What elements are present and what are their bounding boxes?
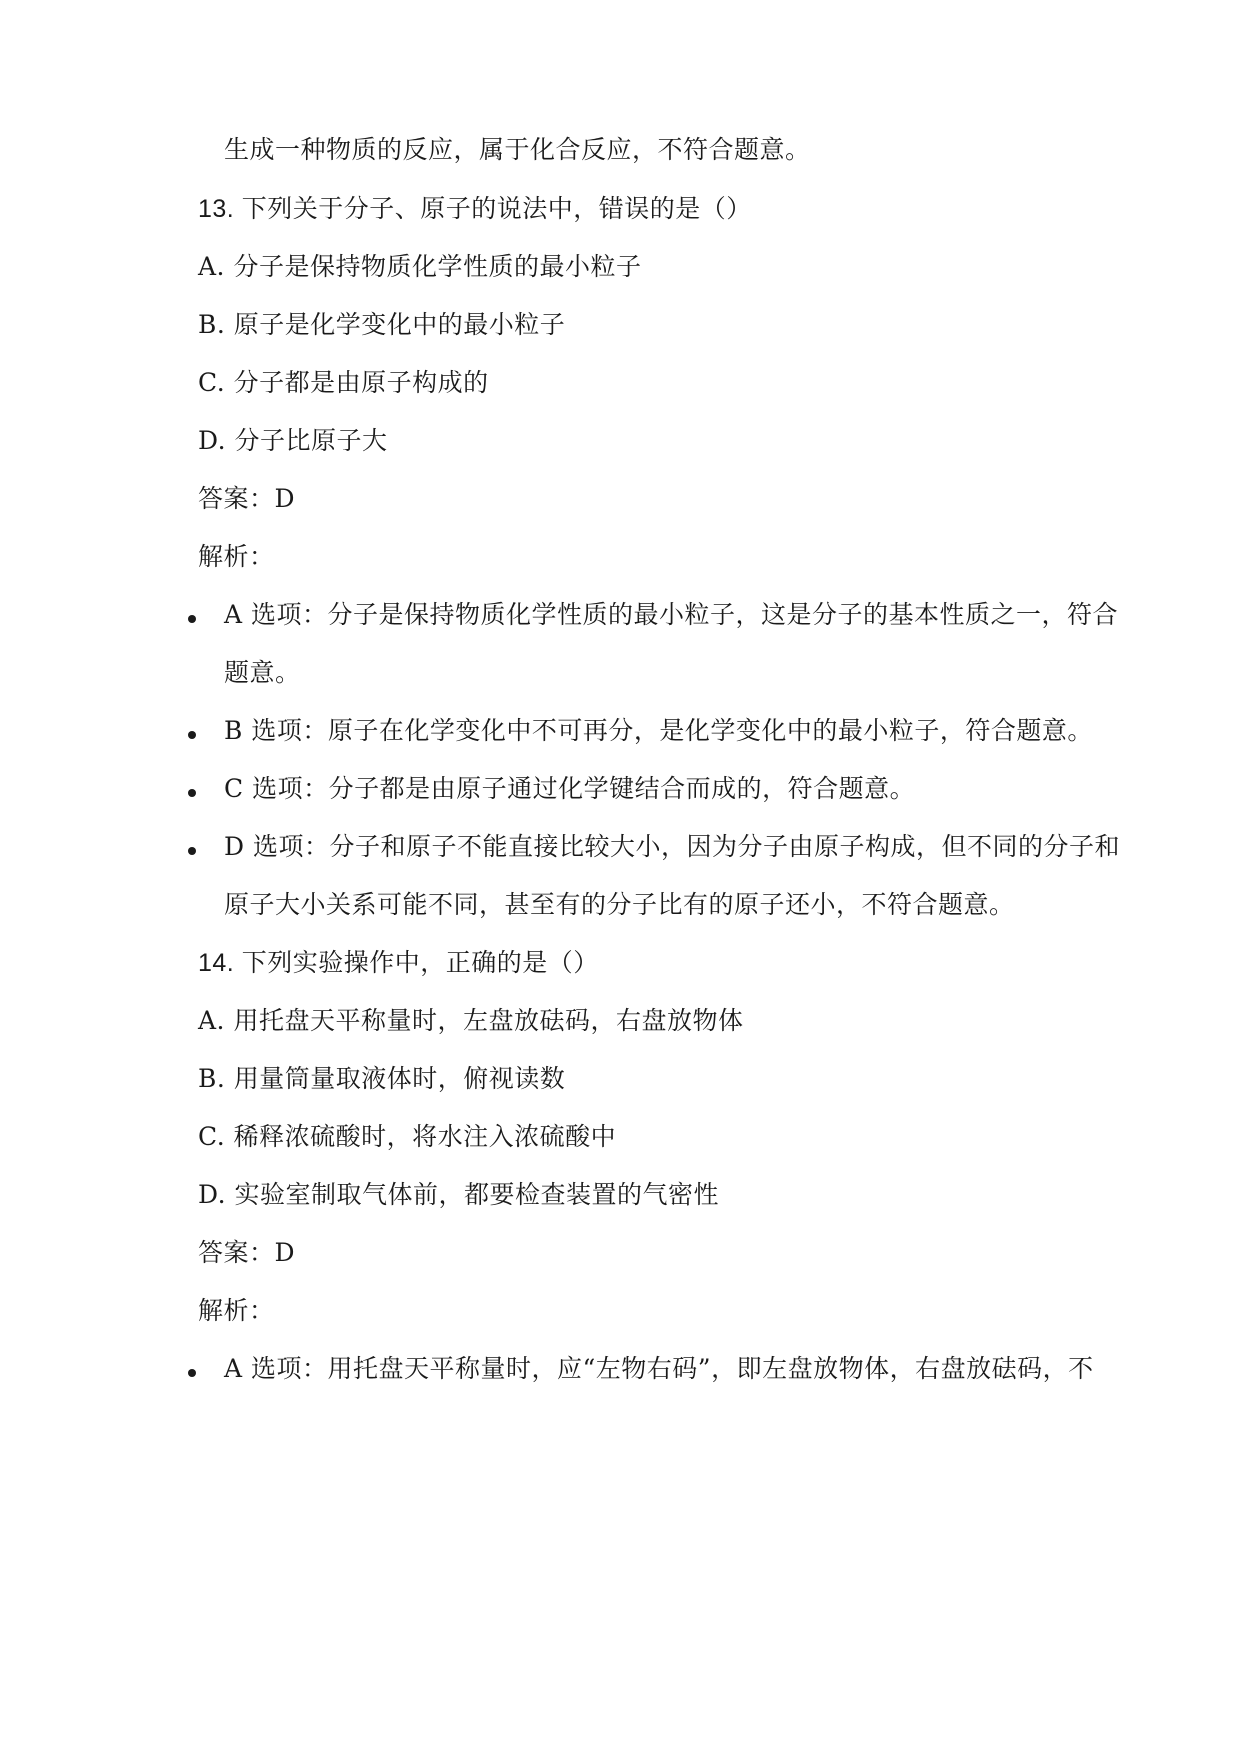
q13-option-d: D. 分子比原子大	[198, 426, 388, 455]
q13-analysis-d: D 选项：分子和原子不能直接比较大小，因为分子由原子构成，但不同的分子和	[224, 832, 1120, 861]
q14-option-d: D. 实验室制取气体前，都要检查装置的气密性	[198, 1180, 720, 1209]
q13-analysis-a: A 选项：分子是保持物质化学性质的最小粒子，这是分子的基本性质之一，符合	[224, 600, 1119, 629]
bullet-icon	[188, 615, 196, 623]
bullet-icon	[188, 789, 196, 797]
q13-analysis-label: 解析：	[198, 542, 275, 571]
bullet-icon	[188, 847, 196, 855]
question-14-stem: 14. 下列实验操作中，正确的是（）	[198, 949, 599, 977]
q14-analysis-a: A 选项：用托盘天平称量时，应“左物右码”，即左盘放物体，右盘放砝码，不	[224, 1354, 1094, 1383]
q13-option-c: C. 分子都是由原子构成的	[198, 368, 489, 397]
q13-analysis-c: C 选项：分子都是由原子通过化学键结合而成的，符合题意。	[224, 774, 916, 803]
q14-option-b: B. 用量筒量取液体时，俯视读数	[198, 1064, 566, 1093]
question-13-stem: 13. 下列关于分子、原子的说法中，错误的是（）	[198, 195, 752, 223]
q14-option-c: C. 稀释浓硫酸时，将水注入浓硫酸中	[198, 1122, 617, 1151]
q14-answer: 答案：D	[198, 1238, 296, 1267]
bullet-icon	[188, 1369, 196, 1377]
q13-answer: 答案：D	[198, 484, 296, 513]
continuation-text: 生成一种物质的反应，属于化合反应，不符合题意。	[224, 135, 811, 164]
bullet-icon	[188, 731, 196, 739]
q13-analysis-d-cont: 原子大小关系可能不同，甚至有的分子比有的原子还小，不符合题意。	[224, 890, 1015, 919]
q14-option-a: A. 用托盘天平称量时，左盘放砝码，右盘放物体	[198, 1006, 744, 1035]
q14-analysis-label: 解析：	[198, 1296, 275, 1325]
q13-option-a: A. 分子是保持物质化学性质的最小粒子	[198, 252, 642, 281]
q13-analysis-b: B 选项：原子在化学变化中不可再分，是化学变化中的最小粒子，符合题意。	[224, 716, 1093, 745]
q13-analysis-a-cont: 题意。	[224, 658, 301, 687]
q13-option-b: B. 原子是化学变化中的最小粒子	[198, 310, 566, 339]
